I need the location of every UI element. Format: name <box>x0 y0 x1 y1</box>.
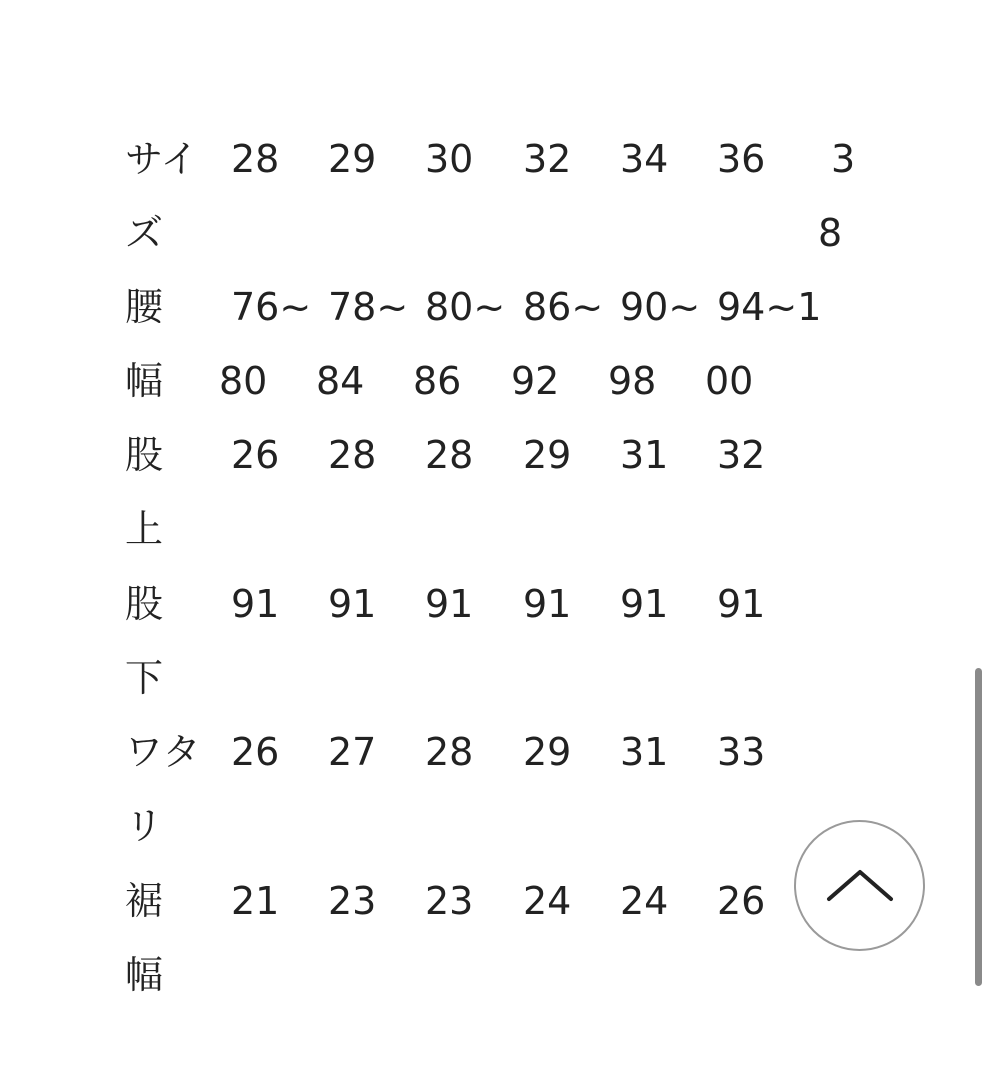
row-label: 股 <box>125 433 164 477</box>
table-cell: 32 <box>523 137 572 181</box>
chevron-up-icon <box>825 866 895 906</box>
table-cell: 21 <box>231 879 280 923</box>
table-cell: 28 <box>231 137 280 181</box>
table-cell: 86~ <box>523 285 604 329</box>
table-cell: 3 <box>831 137 856 181</box>
table-cell: 31 <box>620 433 669 477</box>
row-label: 裾 <box>125 879 164 923</box>
row-label: サイ <box>125 137 199 181</box>
table-cell: 80~ <box>425 285 506 329</box>
table-cell: 80 <box>219 359 268 403</box>
table-cell: 23 <box>425 879 474 923</box>
table-cell: 90~ <box>620 285 701 329</box>
table-cell: 29 <box>523 433 572 477</box>
table-cell: 24 <box>620 879 669 923</box>
row-label: ズ <box>125 211 164 255</box>
row-label: 上 <box>125 507 164 551</box>
table-cell: 94~1 <box>717 285 822 329</box>
table-cell: 23 <box>328 879 377 923</box>
table-cell: 26 <box>231 730 280 774</box>
scroll-to-top-button[interactable] <box>794 820 925 951</box>
row-label: 幅 <box>125 359 164 403</box>
table-cell: 34 <box>620 137 669 181</box>
table-cell: 91 <box>717 582 766 626</box>
table-cell: 30 <box>425 137 474 181</box>
table-cell: 27 <box>328 730 377 774</box>
table-cell: 32 <box>717 433 766 477</box>
table-cell: 91 <box>523 582 572 626</box>
table-cell: 31 <box>620 730 669 774</box>
table-cell: 26 <box>717 879 766 923</box>
row-label: ワタ <box>125 730 201 774</box>
row-label: リ <box>125 804 164 848</box>
table-cell: 29 <box>328 137 377 181</box>
table-cell: 91 <box>425 582 474 626</box>
table-cell: 28 <box>425 433 474 477</box>
table-cell: 00 <box>705 359 754 403</box>
scrollbar[interactable] <box>975 668 982 986</box>
table-cell: 28 <box>425 730 474 774</box>
table-cell: 28 <box>328 433 377 477</box>
table-cell: 92 <box>511 359 560 403</box>
table-cell: 33 <box>717 730 766 774</box>
row-label: 股 <box>125 582 164 626</box>
table-cell: 36 <box>717 137 766 181</box>
table-cell: 8 <box>818 211 843 255</box>
table-cell: 84 <box>316 359 365 403</box>
table-cell: 26 <box>231 433 280 477</box>
table-cell: 24 <box>523 879 572 923</box>
table-cell: 91 <box>328 582 377 626</box>
table-cell: 76~ <box>231 285 312 329</box>
row-label: 幅 <box>125 953 164 997</box>
table-cell: 29 <box>523 730 572 774</box>
table-cell: 78~ <box>328 285 409 329</box>
table-cell: 98 <box>608 359 657 403</box>
table-cell: 91 <box>620 582 669 626</box>
row-label: 腰 <box>125 285 164 329</box>
row-label: 下 <box>125 656 164 700</box>
table-cell: 91 <box>231 582 280 626</box>
table-cell: 86 <box>413 359 462 403</box>
